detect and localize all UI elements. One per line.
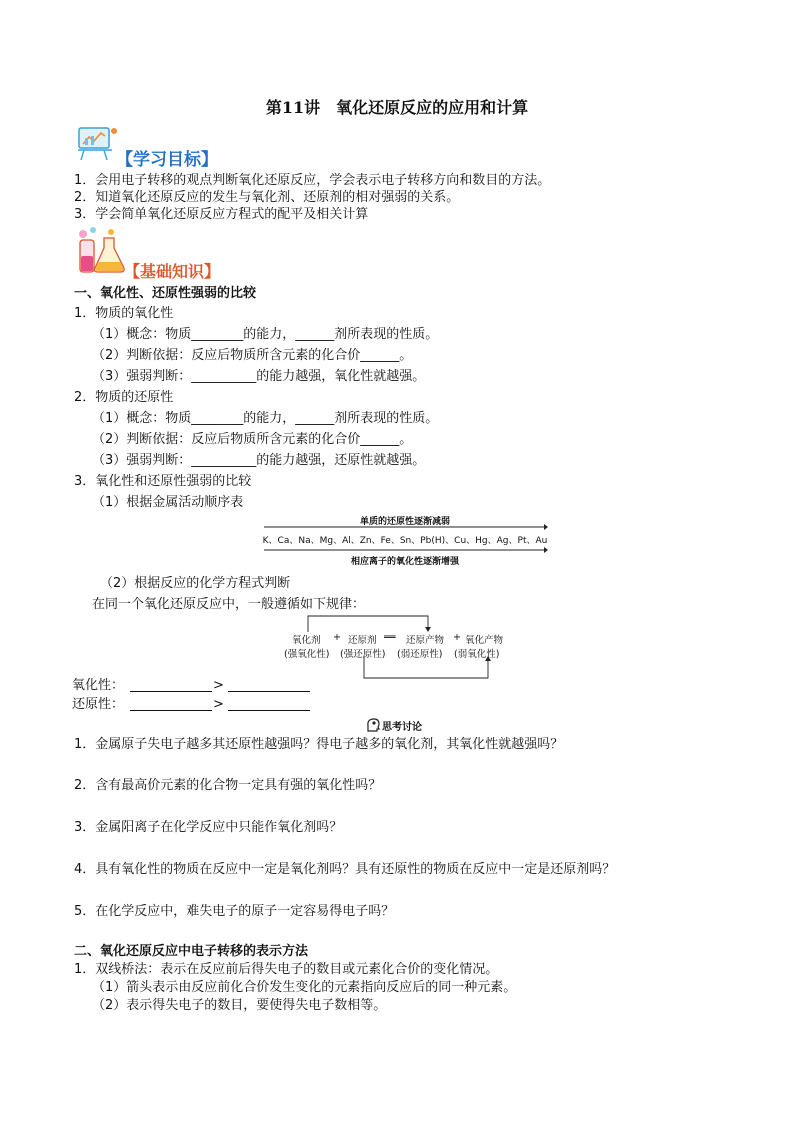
part2-item: （2）表示得失电子的数目，要使得失电子数相等。 — [92, 998, 387, 1013]
reducing-item: （2）判断依据：反应后物质所含元素的化合价______。 — [92, 432, 413, 447]
goal-item: 1．会用电子转移的观点判断氧化还原反应，学会表示电子转移方向和数目的方法。 — [74, 173, 551, 188]
goal-item: 3．学会简单氧化还原反应方程式的配平及相关计算 — [74, 207, 369, 222]
oxidizing-title: 1．物质的氧化性 — [74, 306, 174, 321]
teaching-board-icon — [74, 125, 118, 161]
compare-title: 3．氧化性和还原性强弱的比较 — [74, 474, 252, 489]
think-question: 4．具有氧化性的物质在反应中一定是氧化剂吗？具有还原性的物质在反应中一定是还原剂吗？ — [74, 862, 616, 877]
eq-oxidant-note: (强氧化性) — [284, 649, 330, 660]
compare-sub2: （2）根据反应的化学方程式判断 — [100, 576, 291, 591]
ox-blank-1[interactable] — [130, 691, 212, 692]
eq-plus: + — [453, 632, 461, 643]
ox-compare-label: 氧化性： — [72, 678, 125, 693]
red-blank-1[interactable] — [130, 710, 212, 711]
red-blank-2[interactable] — [228, 710, 310, 711]
think-question: 5．在化学反应中，难失电子的原子一定容易得电子吗？ — [74, 904, 395, 919]
gt-symbol: > — [213, 697, 224, 712]
eq-equals: ══ — [384, 632, 396, 643]
eq-plus: + — [333, 632, 341, 643]
oxidizing-item: （1）概念：物质________的能力，______剂所表现的性质。 — [92, 327, 439, 342]
section-basics-heading: 【基础知识】 — [124, 262, 221, 281]
metal-series: K、Ca、Na、Mg、Al、Zn、Fe、Sn、Pb(H)、Cu、Hg、Ag、Pt、Au — [262, 536, 548, 546]
eq-ox-product-note: (弱氧化性) — [454, 649, 500, 660]
reducing-title: 2．物质的还原性 — [74, 390, 174, 405]
part2-item: 1．双线桥法：表示在反应前后得失电子的数目或元素化合价的变化情况。 — [74, 962, 499, 977]
reducing-item: （1）概念：物质________的能力，______剂所表现的性质。 — [92, 411, 439, 426]
section-goals-heading: 【学习目标】 — [116, 150, 218, 170]
red-compare-label: 还原性： — [72, 697, 125, 712]
oxidizing-item: （3）强弱判断：__________的能力越强，氧化性就越强。 — [92, 369, 426, 384]
gt-symbol: > — [213, 678, 224, 693]
think-label: 思考讨论 — [382, 722, 422, 733]
redox-diagram — [284, 612, 510, 682]
part2-heading: 二、氧化还原反应中电子转移的表示方法 — [74, 944, 309, 959]
compare-sub1: （1）根据金属活动顺序表 — [92, 495, 244, 510]
metal-bottom-label: 相应离子的氧化性逐渐增强 — [350, 557, 459, 567]
eq-reduction-product: 还原产物 — [406, 635, 445, 646]
flask-icon — [74, 226, 128, 274]
page-title: 第11讲 氧化还原反应的应用和计算 — [265, 98, 529, 117]
eq-reductant-note: (强还原性) — [340, 649, 386, 660]
reducing-item: （3）强弱判断：__________的能力越强，还原性就越强。 — [92, 453, 426, 468]
compare-rule: 在同一个氧化还原反应中，一般遵循如下规律： — [92, 597, 366, 612]
ox-blank-2[interactable] — [228, 691, 310, 692]
metal-activity-diagram — [262, 513, 548, 569]
metal-top-label: 单质的还原性逐渐减弱 — [359, 517, 450, 527]
goal-item: 2．知道氧化还原反应的发生与氧化剂、还原剂的相对强弱的关系。 — [74, 190, 460, 205]
part2-item: （1）箭头表示由反应前化合价发生变化的元素指向反应后的同一种元素。 — [92, 980, 517, 995]
thinking-head-icon — [365, 717, 381, 733]
think-question: 3．金属阳离子在化学反应中只能作氧化剂吗？ — [74, 820, 343, 835]
eq-oxidant: 氧化剂 — [292, 635, 321, 646]
eq-oxidation-product: 氧化产物 — [465, 635, 504, 646]
oxidizing-item: （2）判断依据：反应后物质所含元素的化合价______。 — [92, 348, 413, 363]
part1-heading: 一、氧化性、还原性强弱的比较 — [74, 286, 257, 301]
think-question: 1．金属原子失电子越多其还原性越强吗？得电子越多的氧化剂，其氧化性就越强吗？ — [74, 737, 564, 752]
think-question: 2．含有最高价元素的化合物一定具有强的氧化性吗？ — [74, 778, 382, 793]
eq-reductant: 还原剂 — [348, 635, 377, 646]
eq-red-product-note: (弱还原性) — [397, 649, 443, 660]
